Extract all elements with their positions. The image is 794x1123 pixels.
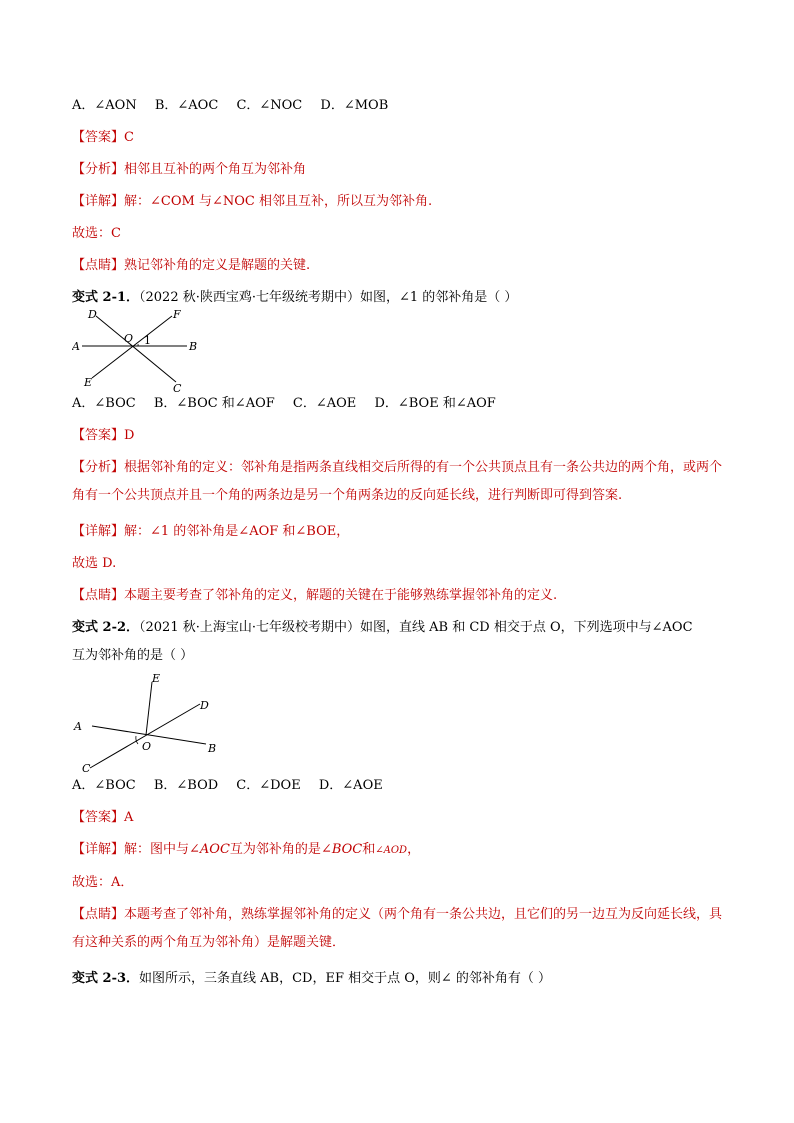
option-a: A．∠BOC: [72, 778, 136, 793]
answer-value: A: [124, 810, 134, 825]
v21-options: [72, 394, 732, 414]
detail-tag: 【详解】: [72, 524, 125, 539]
v22-options: [72, 776, 732, 796]
label-e: E: [152, 672, 161, 685]
math-boc: ∠BOC: [320, 842, 363, 857]
comment-text: 熟记邻补角的定义是解题的关键.: [124, 258, 311, 273]
answer-tag: 【答案】: [72, 810, 125, 825]
label-o: O: [142, 740, 152, 753]
comment-tag: 【点睛】: [72, 258, 125, 273]
answer-value: C: [124, 130, 134, 145]
analysis-tag: 【分析】: [72, 162, 125, 177]
v21-detail: [72, 522, 732, 542]
detail-pre: 解：图中与: [124, 842, 190, 857]
label-o: O: [124, 332, 134, 345]
document-page: [72, 96, 732, 989]
v22-diagram: [72, 672, 232, 776]
question-stem: 如图所示，三条直线 AB，CD，EF 相交于点 O，则∠ 的邻补角有（ ）: [139, 971, 552, 986]
label-e: E: [84, 376, 93, 389]
question-label: 变式 2-1．: [72, 290, 140, 305]
label-a: A: [72, 340, 80, 353]
label-c: C: [173, 382, 182, 394]
comment-text: 本题考查了邻补角，熟练掌握邻补角的定义（两个角有一条公共边，且它们的另一边互为反向延长线，具有这种关系的两个角互为邻补角）是解题关键．: [72, 907, 723, 950]
math-aoc: ∠AOC: [189, 842, 230, 857]
q0-answer: [72, 128, 732, 148]
v23-stem: [72, 969, 732, 989]
question-stem-line1: （2021 秋·上海宝山·七年级校考期中）如图，直线 AB 和 CD 相交于点 O，下列选项中与∠AOC: [139, 620, 693, 635]
label-d: D: [88, 308, 97, 321]
v21-figure: [72, 308, 732, 394]
option-a: A．∠BOC: [72, 396, 136, 411]
detail-text: 解：∠COM 与∠NOC 相邻且互补，所以互为邻补角.: [124, 194, 433, 209]
v21-choose: 故选 D.: [72, 556, 117, 571]
v21-comment: [72, 586, 732, 606]
q0-comment: [72, 256, 732, 276]
option-b: B．∠BOD: [153, 778, 219, 793]
option-a: A．∠AON: [72, 98, 137, 113]
detail-tag: 【详解】: [72, 194, 125, 209]
question-label: 变式 2-3．: [72, 971, 140, 986]
question-stem: （2022 秋·陕西宝鸡·七年级统考期中）如图，∠1 的邻补角是（ ）: [139, 290, 518, 305]
v21-stem: [72, 288, 732, 308]
label-c: C: [82, 762, 91, 775]
analysis-text: 相邻且互补的两个角互为邻补角: [124, 162, 307, 177]
option-c: C．∠DOE: [236, 778, 301, 793]
comment-tag: 【点睛】: [72, 907, 125, 922]
analysis-text: 根据邻补角的定义：邻补角是指两条直线相交后所得的有一个公共顶点且有一条公共边的两个角，或两个角有一个公共顶点并且一个角的两条边是另一个角两条边的反向延长线，进行判断即可得到答案.: [72, 460, 723, 503]
v22-answer: [72, 808, 732, 828]
detail-post: ，: [407, 842, 421, 857]
option-d: D．∠BOE 和∠AOF: [374, 396, 496, 411]
q0-detail: [72, 192, 732, 212]
answer-value: D: [124, 428, 135, 443]
v22-choose: 故选：A．: [72, 875, 134, 890]
option-c: C．∠NOC: [236, 98, 303, 113]
v22-figure: [72, 672, 732, 776]
option-c: C．∠AOE: [292, 396, 357, 411]
math-aod: ∠AOD: [375, 845, 408, 856]
answer-tag: 【答案】: [72, 428, 125, 443]
option-b: B．∠AOC: [154, 98, 219, 113]
label-b: B: [208, 742, 217, 755]
v21-analysis: [72, 454, 732, 510]
comment-text: 本题主要考查了邻补角的定义，解题的关键在于能够熟练掌握邻补角的定义.: [124, 588, 558, 603]
detail-and: 和: [362, 842, 376, 857]
option-d: D．∠MOB: [320, 98, 389, 113]
q0-choose: 故选：C: [72, 226, 121, 241]
q0-analysis: [72, 160, 732, 180]
label-1: 1: [144, 334, 151, 347]
v21-diagram: [72, 308, 212, 394]
v22-stem-cont: 互为邻补角的是（ ）: [72, 648, 194, 663]
detail-mid: 互为邻补角的是: [229, 842, 321, 857]
v21-answer: [72, 426, 732, 446]
q0-options: [72, 96, 732, 116]
answer-tag: 【答案】: [72, 130, 125, 145]
question-label: 变式 2-2．: [72, 620, 140, 635]
option-b: B．∠BOC 和∠AOF: [153, 396, 275, 411]
analysis-tag: 【分析】: [72, 460, 125, 475]
comment-tag: 【点睛】: [72, 588, 125, 603]
detail-text: 解：∠1 的邻补角是∠AOF 和∠BOE，: [124, 524, 350, 539]
v22-comment: [72, 901, 732, 957]
detail-tag: 【详解】: [72, 842, 125, 857]
label-d: D: [200, 699, 209, 712]
label-b: B: [189, 340, 198, 353]
v22-stem: [72, 618, 732, 638]
label-a: A: [74, 720, 82, 733]
label-f: F: [173, 308, 181, 321]
option-d: D．∠AOE: [318, 778, 383, 793]
v22-detail: [72, 840, 732, 861]
